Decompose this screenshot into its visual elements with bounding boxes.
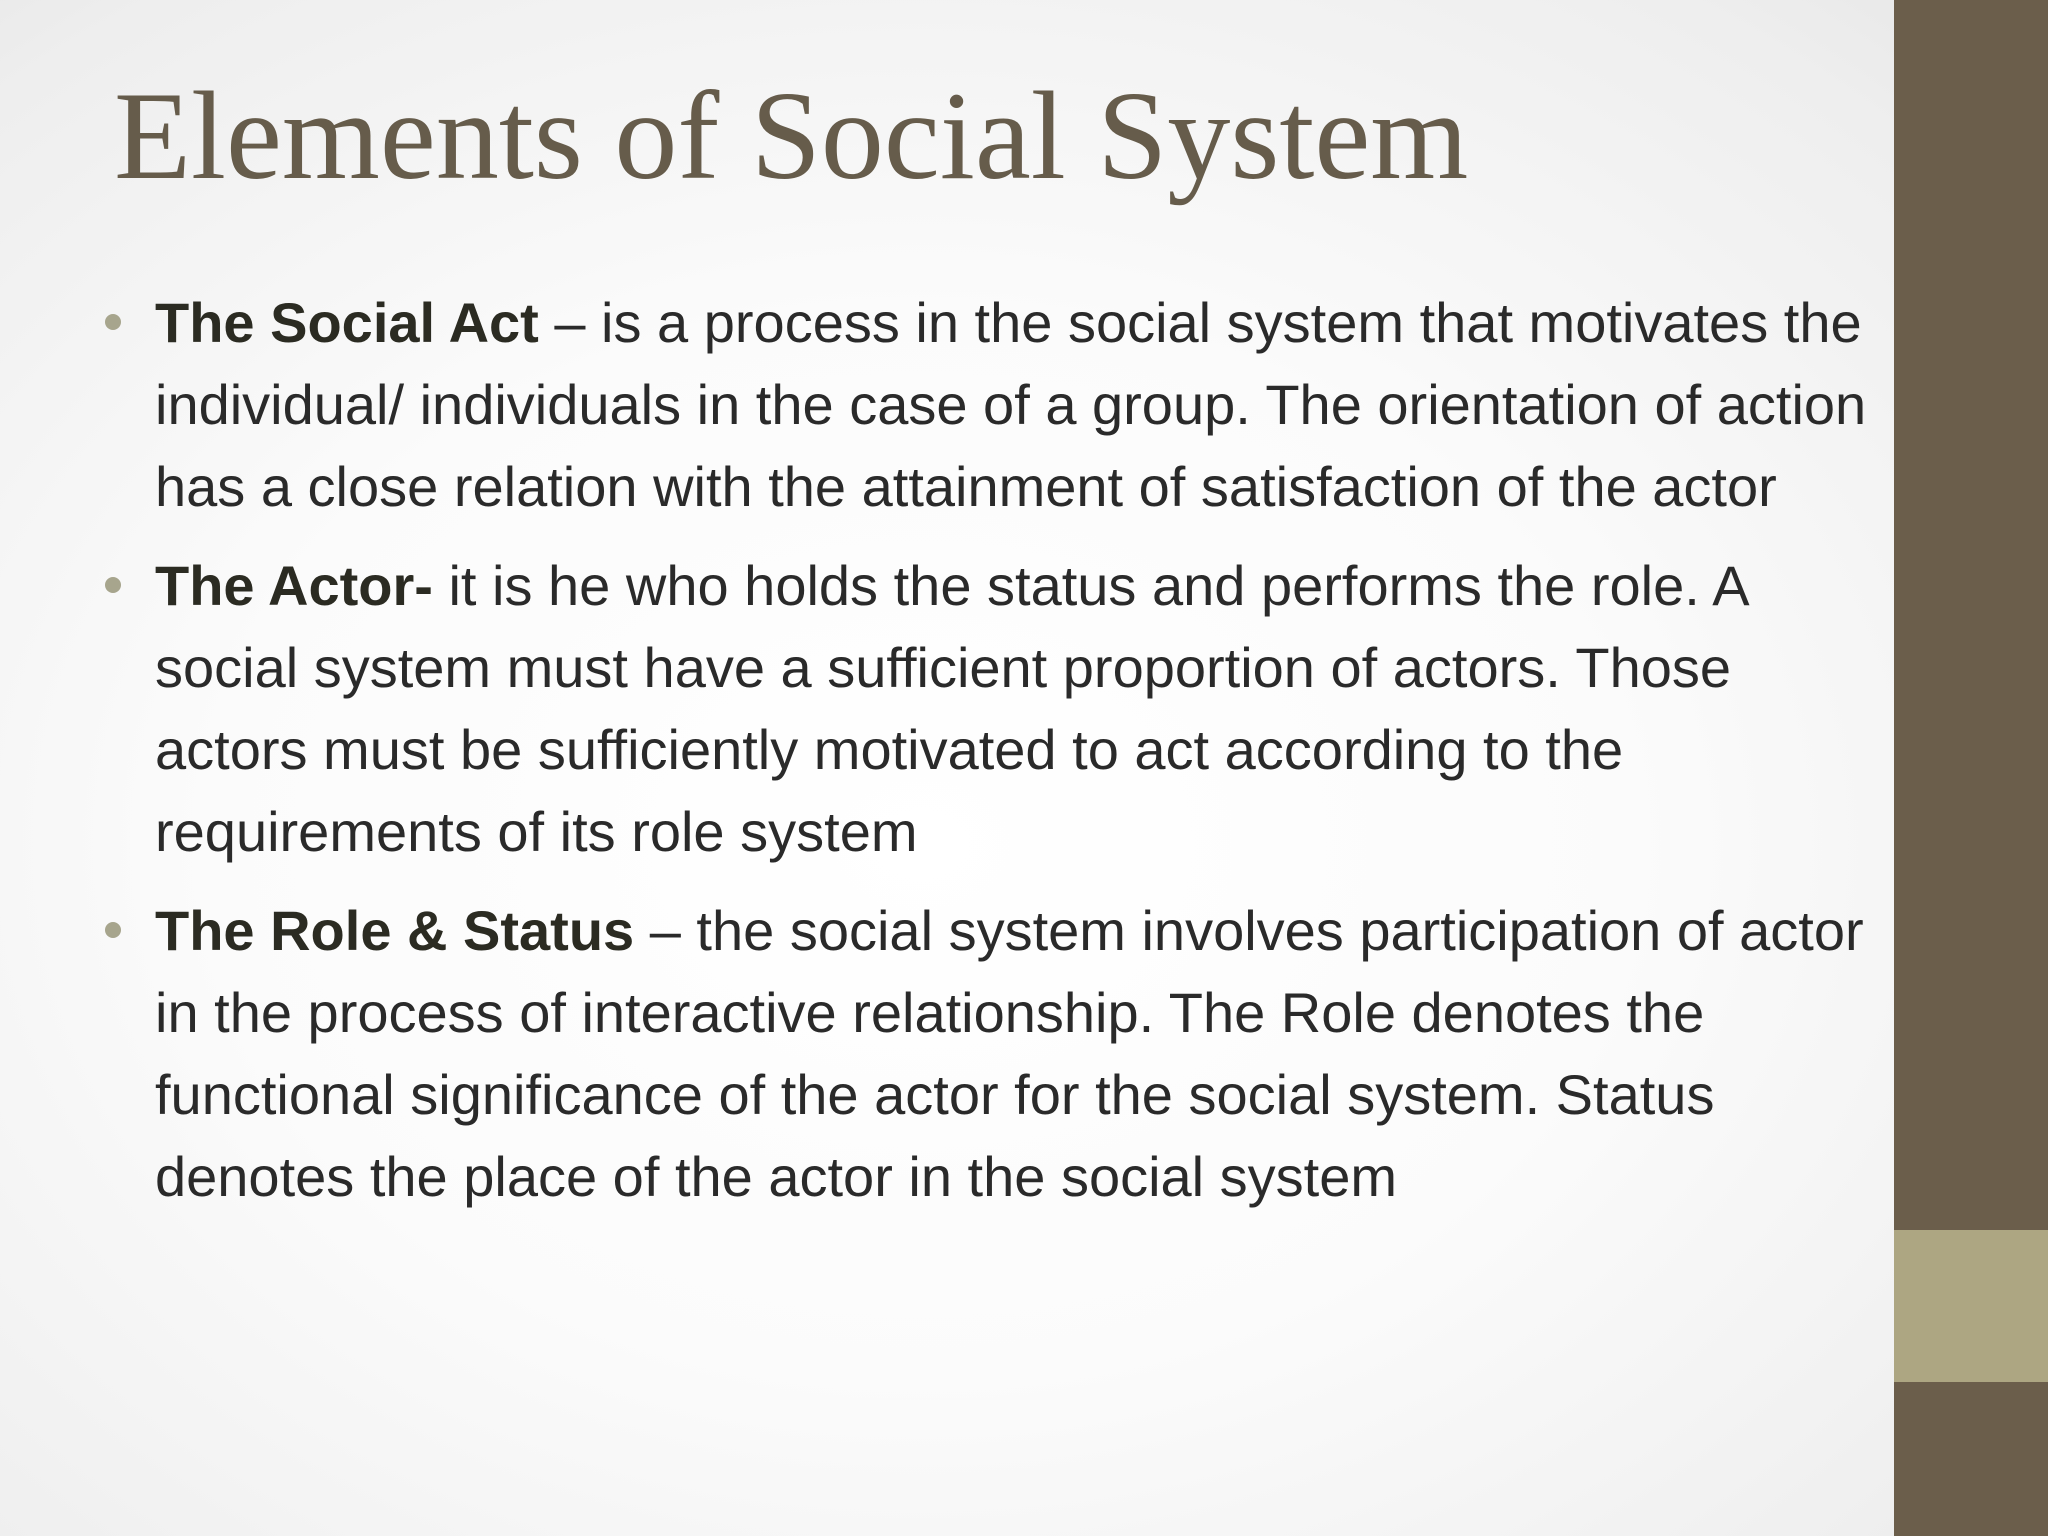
bullet-dot-icon — [105, 314, 121, 330]
bullet-item-actor — [100, 545, 1880, 873]
bullet-term: The Social Act — [155, 291, 539, 354]
bullet-term: The Role & Status — [155, 899, 635, 962]
bullet-text: – the social system involves participation of actor in the process of interactive relationship. The Role denotes the functional significance of the actor for the social system. Status denotes the place of the actor in the social system — [155, 899, 1864, 1208]
slide-side-accent — [1894, 1230, 2048, 1382]
slide-title: Elements of Social System — [114, 67, 1469, 206]
bullet-term: The Actor- — [155, 554, 433, 617]
bullet-list — [100, 282, 1880, 1235]
bullet-text: it is he who holds the status and performs the role. A social system must have a sufficient proportion of actors. Those actors must be sufficiently motivated to act according to the requirements of its role system — [155, 554, 1747, 863]
bullet-text: – is a process in the social system that motivates the individual/ individuals in the case of a group. The orientation of action has a close relation with the attainment of satisfaction of the actor — [155, 291, 1867, 518]
bullet-item-role-status — [100, 890, 1880, 1218]
bullet-item-social-act — [100, 282, 1880, 528]
bullet-dot-icon — [105, 922, 121, 938]
bullet-dot-icon — [105, 577, 121, 593]
